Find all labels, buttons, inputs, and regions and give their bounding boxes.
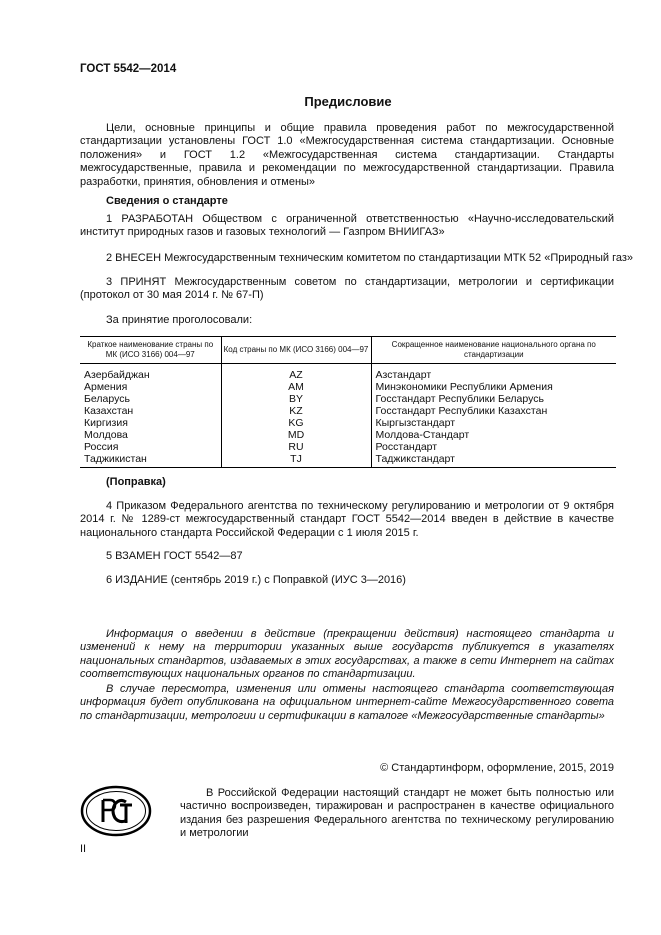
voted-label: За принятие проголосовали:	[106, 314, 253, 326]
cell-body: Кыргызстандарт	[371, 417, 616, 429]
column-header-body: Сокращенное наименование национального органа по стандартизации	[371, 337, 616, 364]
cell-body: Росстандарт	[371, 441, 616, 453]
table-header-row	[80, 337, 616, 364]
about-heading: Сведения о стандарте	[106, 195, 228, 207]
cell-country: Молдова	[84, 429, 128, 441]
cell-code: KZ	[221, 405, 371, 417]
about-item-3: 3 ПРИНЯТ Межгосударственным советом по стандартизации, метрологии и сертификации (протокол от 30 мая 2014 г. № 67-П)	[80, 276, 614, 302]
cell-body: Таджикстандарт	[371, 453, 616, 468]
table-row	[80, 453, 616, 468]
amendment-item-5: 5 ВЗАМЕН ГОСТ 5542—87	[106, 550, 243, 562]
cell-code: AM	[221, 381, 371, 393]
preface-intro: Цели, основные принципы и общие правила проведения работ по межгосударственной стандартизации установлены ГОСТ 1.0 «Межгосударственная система стандартизации. Основные положения» и ГОСТ 1.2 «Межгосударственная система стандартизации. Стандарты межгосударственные, правила и рекомендации по межгосударственной стандартизации. Правила разработки, принятия, обновления и отмены»	[80, 122, 614, 188]
member-states-table	[80, 336, 616, 468]
about-item-1: 1 РАЗРАБОТАН Обществом с ограниченной ответственностью «Научно-исследовательский институт природных газов и газовых технологий — Газпром ВНИИГАЗ»	[80, 213, 614, 239]
cell-country: Армения	[84, 381, 128, 393]
cell-body: Минэкономики Республики Армения	[371, 381, 616, 393]
document-code: ГОСТ 5542—2014	[80, 63, 177, 75]
cell-code: TJ	[221, 453, 371, 468]
cell-country: Киргизия	[84, 417, 128, 429]
cell-body: Азстандарт	[371, 364, 616, 382]
amendment-label: (Поправка)	[106, 476, 166, 488]
column-header-country: Краткое наименование страны по МК (ИСО 3166) 004—97	[80, 337, 221, 364]
amendment-item-6: 6 ИЗДАНИЕ (сентябрь 2019 г.) с Поправкой (ИУС 3—2016)	[106, 574, 406, 586]
rst-certification-mark-icon	[80, 785, 152, 837]
table-row	[80, 364, 616, 382]
copyright-line: © Стандартинформ, оформление, 2015, 2019	[380, 762, 614, 774]
column-header-code: Код страны по МК (ИСО 3166) 004—97	[221, 337, 371, 364]
table-row	[80, 393, 616, 405]
table-row	[80, 405, 616, 417]
page-number: II	[80, 843, 87, 855]
cell-body: Госстандарт Республики Беларусь	[371, 393, 616, 405]
about-item-2: 2 ВНЕСЕН Межгосударственным техническим комитетом по стандартизации МТК 52 «Природный газ»	[106, 252, 634, 264]
amendment-item-4: 4 Приказом Федерального агентства по техническому регулированию и метрологии от 9 октября 2014 г. № 1289-ст межгосударственный стандарт ГОСТ 5542—2014 введен в действие в качестве национального стандарта Российской Федерации с 1 июля 2015 г.	[80, 500, 614, 539]
cell-country: Россия	[84, 441, 119, 453]
table-row	[80, 429, 616, 441]
cell-body: Молдова-Стандарт	[371, 429, 616, 441]
cell-country: Азербайджан	[84, 369, 150, 381]
cell-code: KG	[221, 417, 371, 429]
info-paragraph-2: В случае пересмотра, изменения или отмены настоящего стандарта соответствующая информация будет опубликована на официальном интернет-сайте Межгосударственного совета по стандартизации, метрологии и сертификации в каталоге «Межгосударственные стандарты»	[80, 683, 614, 722]
preface-title: Предисловие	[304, 94, 392, 109]
cell-country: Казахстан	[84, 405, 134, 417]
info-paragraph-1: Информация о введении в действие (прекращении действия) настоящего стандарта и изменений к нему на территории указанных выше государств публикуется в указателях национальных стандартов, издаваемых в этих государствах, а также в сети Интернет на сайтах соответствующих национальных органов по стандартизации.	[80, 628, 614, 681]
cell-code: AZ	[221, 364, 371, 382]
reproduction-notice: В Российской Федерации настоящий стандарт не может быть полностью или частично воспроизведен, тиражирован и распространен в качестве официального издания без разрешения Федерального агентства по техническому регулированию и метрологии	[180, 787, 614, 840]
cell-country: Таджикистан	[80, 453, 221, 468]
cell-code: RU	[221, 441, 371, 453]
cell-body: Госстандарт Республики Казахстан	[371, 405, 616, 417]
cell-country: Беларусь	[84, 393, 130, 405]
table-row	[80, 381, 616, 393]
table-row	[80, 417, 616, 429]
cell-code: MD	[221, 429, 371, 441]
table-row	[80, 441, 616, 453]
cell-code: BY	[221, 393, 371, 405]
